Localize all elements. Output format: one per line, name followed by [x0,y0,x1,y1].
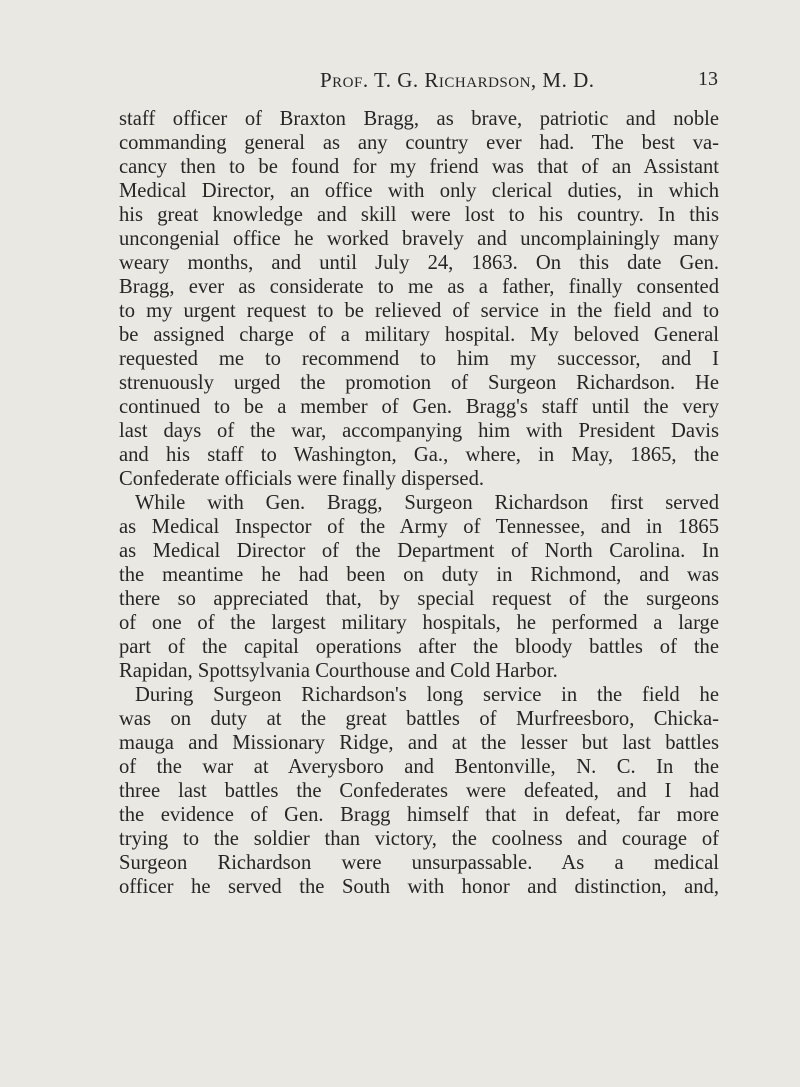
text-line: mauga and Missionary Ridge, and at the lesser but last battles [119,732,719,754]
paragraph-end-line: Rapidan, Spottsylvania Courthouse and Cold Harbor. [119,660,558,682]
text-line: last days of the war, accompanying him with President Davis [119,420,719,442]
text-line: Bragg, ever as considerate to me as a father, finally consented [119,276,719,298]
text-line: requested me to recommend to him my successor, and I [119,348,719,370]
text-line: part of the capital operations after the bloody battles of the [119,636,719,658]
body-text [119,107,719,899]
running-head [320,68,720,93]
text-line: his great knowledge and skill were lost to his country. In this [119,204,719,226]
text-line: trying to the soldier than victory, the coolness and courage of [119,828,719,850]
text-line: the evidence of Gen. Bragg himself that in defeat, far more [119,804,719,826]
running-head-text: Prof. T. G. Richardson, M. D. [320,68,595,92]
paragraph-start-line: While with Gen. Bragg, Surgeon Richardson first served [135,492,719,514]
text-line: continued to be a member of Gen. Bragg's staff until the very [119,396,719,418]
text-line: three last battles the Confederates were defeated, and I had [119,780,719,802]
text-line: as Medical Inspector of the Army of Tennessee, and in 1865 [119,516,719,538]
text-line: Medical Director, an office with only clerical duties, in which [119,180,719,202]
text-line: strenuously urged the promotion of Surgeon Richardson. He [119,372,719,394]
text-line: cancy then to be found for my friend was that of an Assistant [119,156,719,178]
paragraph-start-line: During Surgeon Richardson's long service in the field he [135,684,719,706]
text-line: weary months, and until July 24, 1863. On this date Gen. [119,252,719,274]
paragraph-end-line: Confederate officials were finally dispersed. [119,468,485,490]
text-line: commanding general as any country ever had. The best va- [119,132,719,154]
text-line: staff officer of Braxton Bragg, as brave, patriotic and noble [119,108,719,130]
text-line: and his staff to Washington, Ga., where, in May, 1865, the [119,444,719,466]
text-line: uncongenial office he worked bravely and uncomplainingly many [119,228,719,250]
text-line: Surgeon Richardson were unsurpassable. As a medical [119,852,719,874]
text-line: to my urgent request to be relieved of service in the field and to [119,300,719,322]
text-line: the meantime he had been on duty in Richmond, and was [119,564,719,586]
text-line: officer he served the South with honor and distinction, and, [119,876,719,898]
text-line: be assigned charge of a military hospital. My beloved General [119,324,719,346]
text-line: of one of the largest military hospitals, he performed a large [119,612,719,634]
page-number: 13 [698,68,718,90]
text-line: was on duty at the great battles of Murfreesboro, Chicka- [119,708,719,730]
text-line: of the war at Averysboro and Bentonville, N. C. In the [119,756,719,778]
text-line: as Medical Director of the Department of North Carolina. In [119,540,719,562]
text-line: there so appreciated that, by special request of the surgeons [119,588,719,610]
